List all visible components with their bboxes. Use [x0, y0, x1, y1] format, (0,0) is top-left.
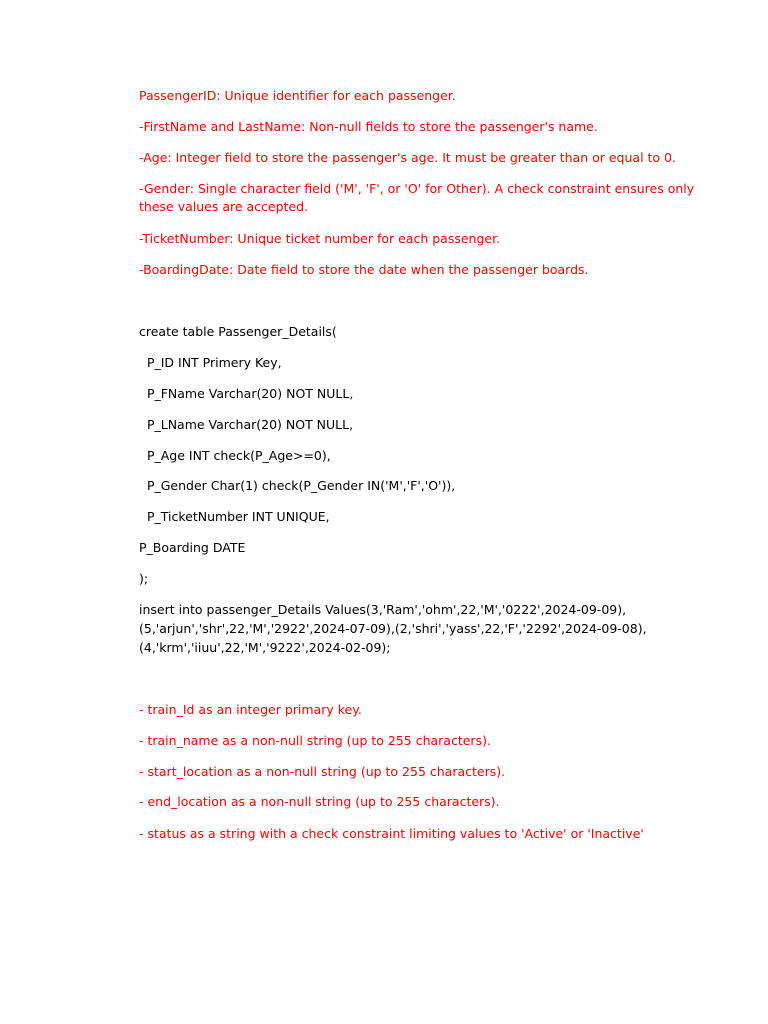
note-gender: -Gender: Single character field ('M', 'F', or 'O' for Other). A check constraint ensures only — [139, 181, 695, 196]
sql-insert-line-1: insert into passenger_Details Values(3,'Ram','ohm',22,'M','0222',2024-09-09), — [139, 602, 627, 617]
sql-col-p-age: P_Age INT check(P_Age>=0), — [139, 448, 331, 463]
note-age: -Age: Integer field to store the passenger's age. It must be greater than or equal to 0. — [139, 150, 676, 165]
sql-create-table: create table Passenger_Details( — [139, 324, 337, 339]
sql-col-p-id: P_ID INT Primery Key, — [139, 355, 282, 370]
note-first-last-name: -FirstName and LastName: Non-null fields to store the passenger's name. — [139, 119, 598, 134]
sql-insert-line-3: (4,'krm','iiuu',22,'M','9222',2024-02-09); — [139, 640, 391, 655]
sql-col-p-gender: P_Gender Char(1) check(P_Gender IN('M','F','O')), — [139, 478, 456, 493]
sql-insert-line-2: (5,'arjun','shr',22,'M','2922',2024-07-09),(2,'shri','yass',22,'F','2292',2024-09-08), — [139, 621, 647, 636]
sql-close-paren: ); — [139, 571, 149, 586]
note-ticket-number: -TicketNumber: Unique ticket number for each passenger. — [139, 231, 501, 246]
note-train-name: - train_name as a non-null string (up to 255 characters). — [139, 733, 491, 748]
sql-col-p-boarding: P_Boarding DATE — [139, 540, 246, 555]
note-train-id: - train_Id as an integer primary key. — [139, 702, 362, 717]
note-gender-continued: these values are accepted. — [139, 199, 309, 214]
sql-col-p-lname: P_LName Varchar(20) NOT NULL, — [139, 417, 354, 432]
note-start-location: - start_location as a non-null string (up to 255 characters). — [139, 764, 506, 779]
note-passenger-id: PassengerID: Unique identifier for each passenger. — [139, 88, 456, 103]
note-status: - status as a string with a check constraint limiting values to 'Active' or 'Inactive' — [139, 826, 644, 841]
note-end-location: - end_location as a non-null string (up to 255 characters). — [139, 794, 500, 809]
sql-col-p-ticketnumber: P_TicketNumber INT UNIQUE, — [139, 509, 330, 524]
note-boarding-date: -BoardingDate: Date field to store the date when the passenger boards. — [139, 262, 589, 277]
sql-col-p-fname: P_FName Varchar(20) NOT NULL, — [139, 386, 354, 401]
